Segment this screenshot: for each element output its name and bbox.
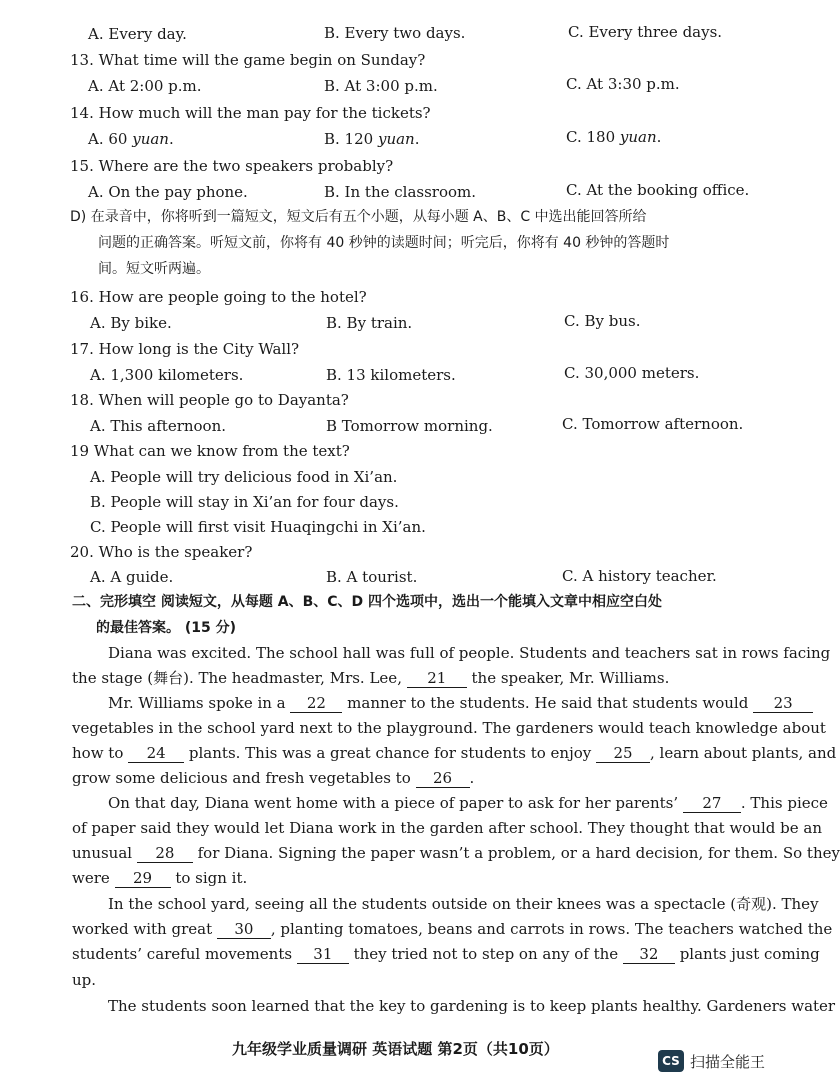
blank-24: 24 xyxy=(128,745,184,763)
q13-stem: 13. What time will the game begin on Sunday? xyxy=(70,51,426,69)
q17-option-b: B. 13 kilometers. xyxy=(326,366,456,384)
q18-option-a: A. This afternoon. xyxy=(90,417,227,435)
q14-option-a: A. 60 yuan. xyxy=(88,130,174,148)
q17-option-c: C. 30,000 meters. xyxy=(564,364,700,382)
q20-option-a: A. A guide. xyxy=(90,568,174,586)
passage-p4-line1: In the school yard, seeing all the students outside on their knees was a spectacle (奇观). They xyxy=(108,895,819,913)
section-d-instruction-line1: D) 在录音中，你将听到一篇短文，短文后有五个小题，从每小题 A、B、C 中选出能回答所给 xyxy=(70,209,647,225)
passage-p4-line2: worked with great 30 , planting tomatoes, beans and carrots in rows. The teachers watched the xyxy=(72,920,833,938)
q18-option-c: C. Tomorrow afternoon. xyxy=(562,415,744,433)
section-d-instruction-line2: 问题的正确答案。听短文前，你将有 40 秒钟的读题时间；听完后，你将有 40 秒钟的答题时 xyxy=(98,235,670,251)
passage-p2-line2: vegetables in the school yard next to the playground. The gardeners would teach knowledge about xyxy=(72,719,826,737)
q16-stem: 16. How are people going to the hotel? xyxy=(70,288,367,306)
blank-26: 26 xyxy=(416,770,470,788)
camscanner-logo-icon: CS xyxy=(658,1050,684,1072)
q20-stem: 20. Who is the speaker? xyxy=(70,543,253,561)
q12-option-a: A. Every day. xyxy=(88,25,187,43)
q16-option-a: A. By bike. xyxy=(90,314,172,332)
scanner-watermark xyxy=(658,1050,765,1072)
blank-29: 29 xyxy=(115,870,171,888)
page-footer: 九年级学业质量调研 英语试题 第2页（共10页） xyxy=(232,1040,559,1058)
blank-23: 23 xyxy=(753,695,813,713)
section-d-instruction-line3: 间。短文听两遍。 xyxy=(98,261,210,277)
passage-p4-line4: up. xyxy=(72,971,97,989)
watermark-text: 扫描全能王 xyxy=(690,1052,766,1071)
passage-p3-line4: were 29 to sign it. xyxy=(72,869,248,887)
q15-option-b: B. In the classroom. xyxy=(324,183,477,201)
q13-option-a: A. At 2:00 p.m. xyxy=(88,77,202,95)
passage-p5-line1: The students soon learned that the key to gardening is to keep plants healthy. Gardeners water xyxy=(108,997,836,1015)
blank-31: 31 xyxy=(297,946,349,964)
q19-stem: 19 What can we know from the text? xyxy=(70,442,350,460)
blank-27: 27 xyxy=(683,795,741,813)
q13-option-b: B. At 3:00 p.m. xyxy=(324,77,438,95)
passage-p2-line4: grow some delicious and fresh vegetables to 26 . xyxy=(72,769,475,787)
q18-option-b: B Tomorrow morning. xyxy=(326,417,493,435)
q20-option-b: B. A tourist. xyxy=(326,568,418,586)
q15-option-c: C. At the booking office. xyxy=(566,181,750,199)
blank-25: 25 xyxy=(596,745,650,763)
q20-option-c: C. A history teacher. xyxy=(562,567,717,585)
q14-option-c: C. 180 yuan. xyxy=(566,128,662,146)
q19-option-a: A. People will try delicious food in Xi’an. xyxy=(90,468,398,486)
blank-28: 28 xyxy=(137,845,193,863)
q14-stem: 14. How much will the man pay for the tickets? xyxy=(70,104,431,122)
blank-21: 21 xyxy=(407,670,467,688)
section2-heading-line1: 二、完形填空 阅读短文，从每题 A、B、C、D 四个选项中，选出一个能填入文章中相应空白处 xyxy=(72,594,663,610)
passage-p2-line1: Mr. Williams spoke in a 22 manner to the students. He said that students would 23 xyxy=(108,693,813,713)
q17-stem: 17. How long is the City Wall? xyxy=(70,340,300,358)
passage-p2-line3: how to 24 plants. This was a great chance for students to enjoy 25 , learn about plants, and xyxy=(72,744,837,762)
q19-option-c: C. People will first visit Huaqingchi in Xi’an. xyxy=(90,518,426,536)
passage-p1-line1: Diana was excited. The school hall was full of people. Students and teachers sat in rows facing xyxy=(108,644,831,662)
blank-30: 30 xyxy=(217,921,271,939)
blank-22: 22 xyxy=(290,695,342,713)
passage-p3-line1: On that day, Diana went home with a piece of paper to ask for her parents’ 27 . This piece xyxy=(108,794,828,812)
q13-option-c: C. At 3:30 p.m. xyxy=(566,75,680,93)
q19-option-b: B. People will stay in Xi’an for four days. xyxy=(90,493,399,511)
q12-option-b: B. Every two days. xyxy=(324,24,466,42)
section2-heading-line2: 的最佳答案。 (15 分) xyxy=(96,620,237,636)
passage-p3-line2: of paper said they would let Diana work in the garden after school. They thought that would be an xyxy=(72,819,823,837)
q14-option-b: B. 120 yuan. xyxy=(324,130,420,148)
blank-32: 32 xyxy=(623,946,675,964)
q17-option-a: A. 1,300 kilometers. xyxy=(90,366,244,384)
q12-option-c: C. Every three days. xyxy=(568,23,723,41)
passage-p3-line3: unusual 28 for Diana. Signing the paper wasn’t a problem, or a hard decision, for them. So they xyxy=(72,844,840,862)
q15-stem: 15. Where are the two speakers probably? xyxy=(70,157,394,175)
passage-p4-line3: students’ careful movements 31 they tried not to step on any of the 32 plants just coming xyxy=(72,945,820,963)
q15-option-a: A. On the pay phone. xyxy=(88,183,248,201)
q18-stem: 18. When will people go to Dayanta? xyxy=(70,391,349,409)
passage-p1-line2: the stage (舞台). The headmaster, Mrs. Lee, 21 the speaker, Mr. Williams. xyxy=(72,669,670,687)
q16-option-c: C. By bus. xyxy=(564,312,641,330)
q16-option-b: B. By train. xyxy=(326,314,413,332)
